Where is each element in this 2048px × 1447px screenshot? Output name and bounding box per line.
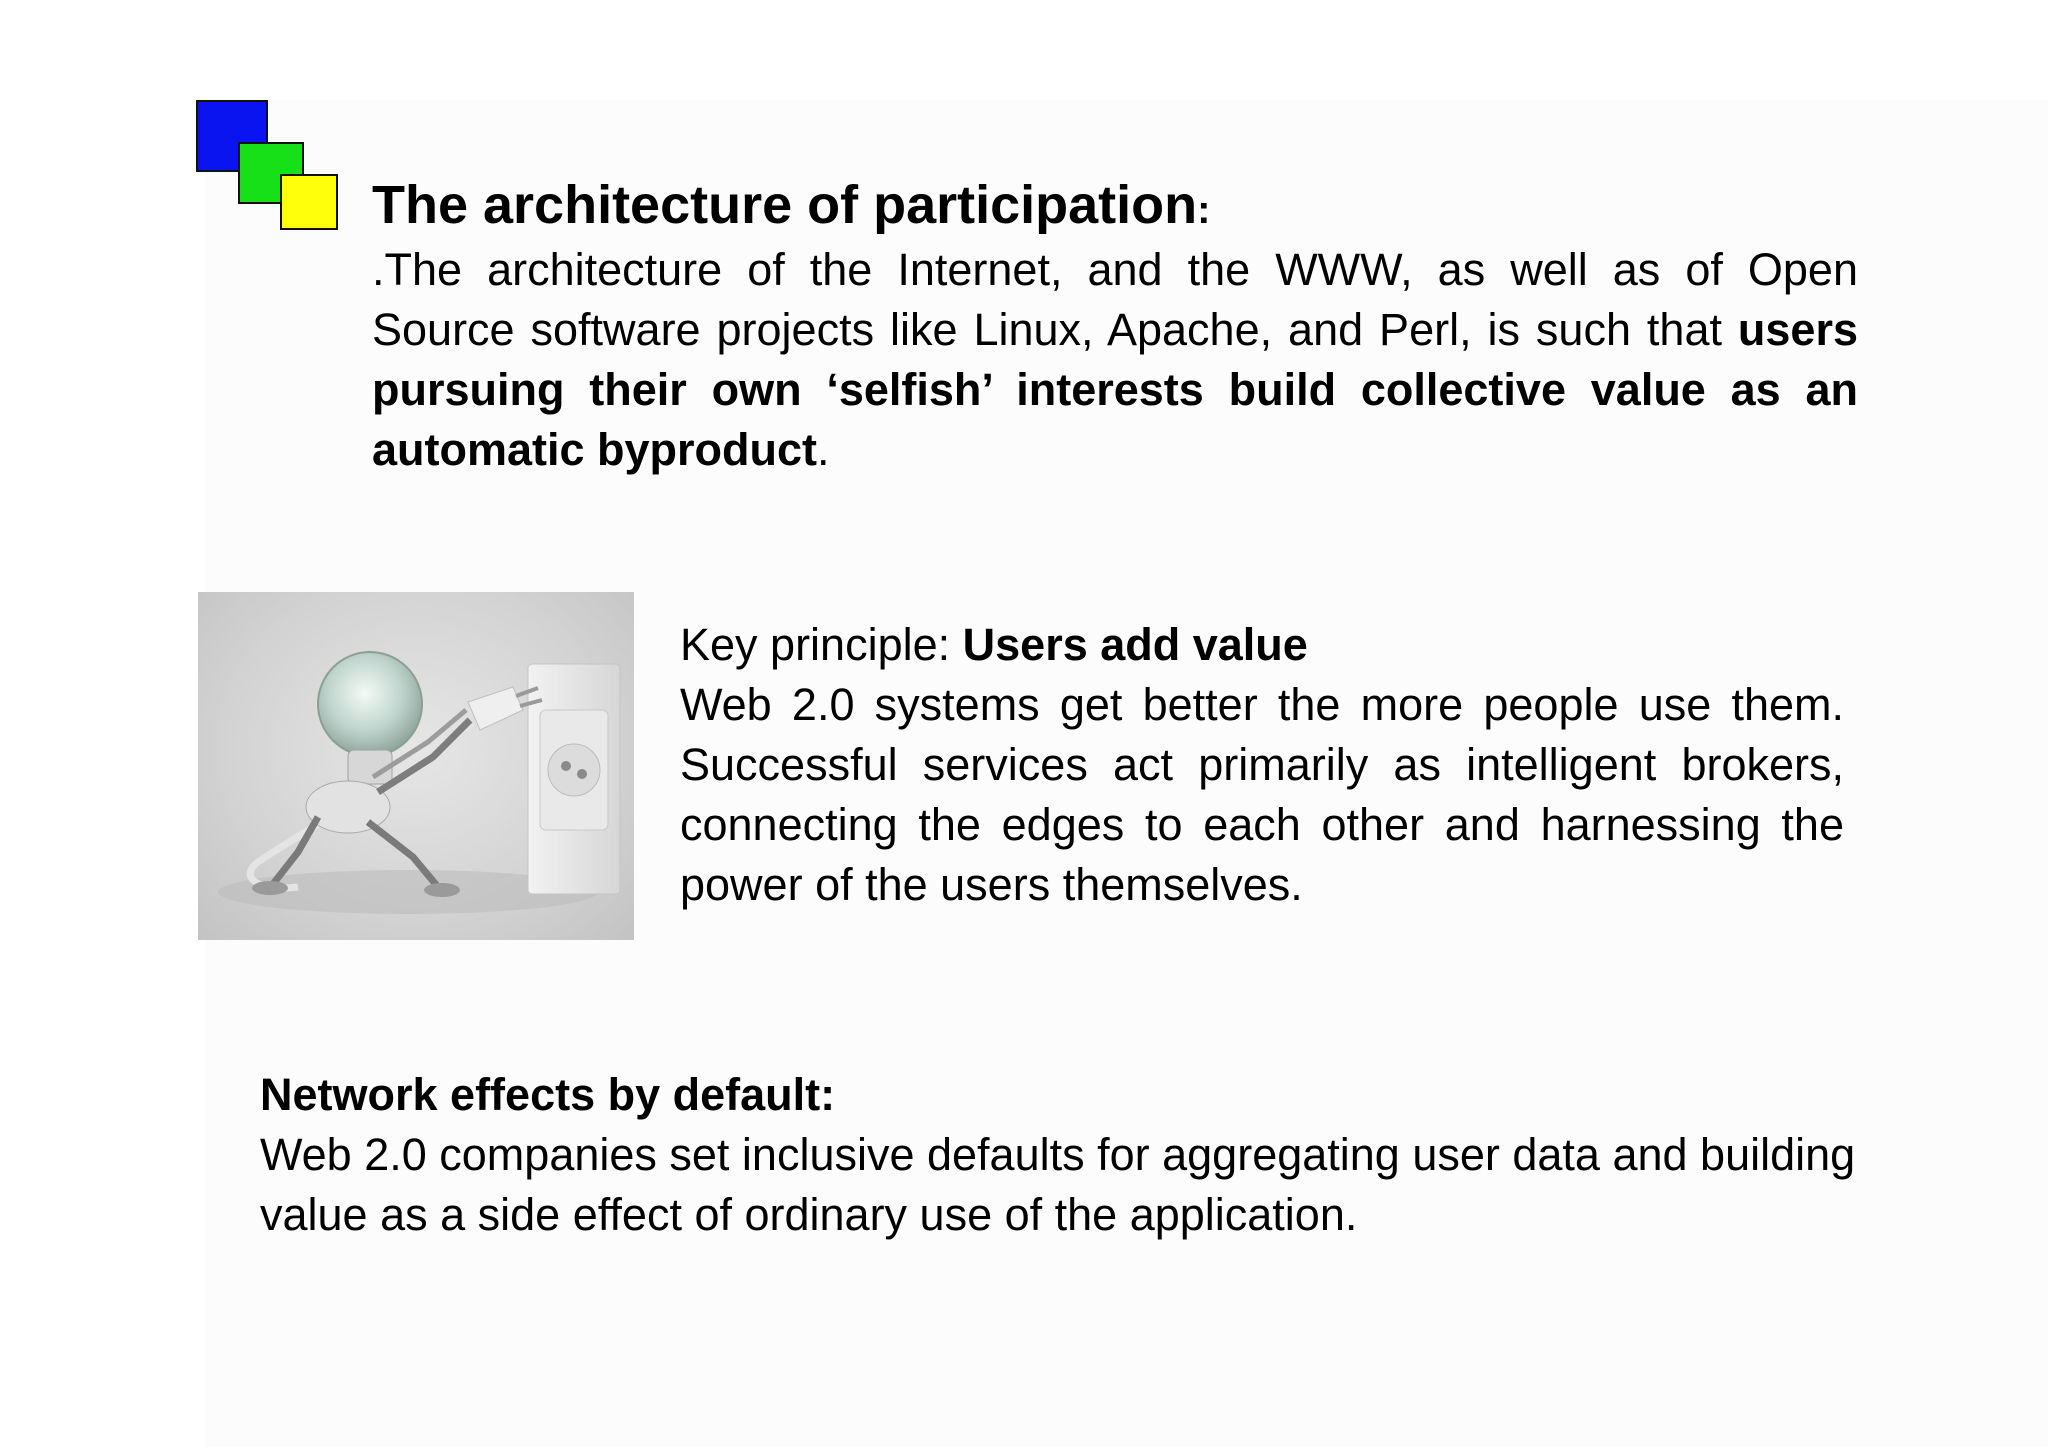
squares-logo-icon <box>196 100 342 230</box>
participation-paragraph <box>372 240 1858 480</box>
participation-emphasis: users pursuing their own ‘selfish’ interests build collective value as an automatic byproduct <box>372 304 1858 475</box>
key-principle-line <box>680 615 1308 675</box>
yellow-square <box>280 174 338 230</box>
key-principle-value: Users add value <box>962 619 1308 670</box>
lightbulb-robot-image <box>198 592 634 940</box>
lightbulb-robot-icon <box>198 592 634 940</box>
title-colon: : <box>1197 188 1211 232</box>
participation-intro: .The architecture of the Internet, and the WWW, as well as of Open Source software projects like Linux, Apache, and Perl, is such that <box>372 244 1858 355</box>
participation-end: . <box>817 424 830 475</box>
key-principle-label: Key principle: <box>680 619 963 670</box>
slide-title <box>372 170 1210 245</box>
key-principle-body: Web 2.0 systems get better the more people use them. Successful services act primarily as intelligent brokers, connecting the edges to each other and harnessing the power of the users themselves. <box>680 679 1844 910</box>
title-text: The architecture of participation <box>372 175 1198 235</box>
network-effects-body: Web 2.0 companies set inclusive defaults for aggregating user data and building value as a side effect of ordinary use of the application. <box>260 1129 1856 1240</box>
network-effects-heading: Network effects by default: <box>260 1069 836 1120</box>
